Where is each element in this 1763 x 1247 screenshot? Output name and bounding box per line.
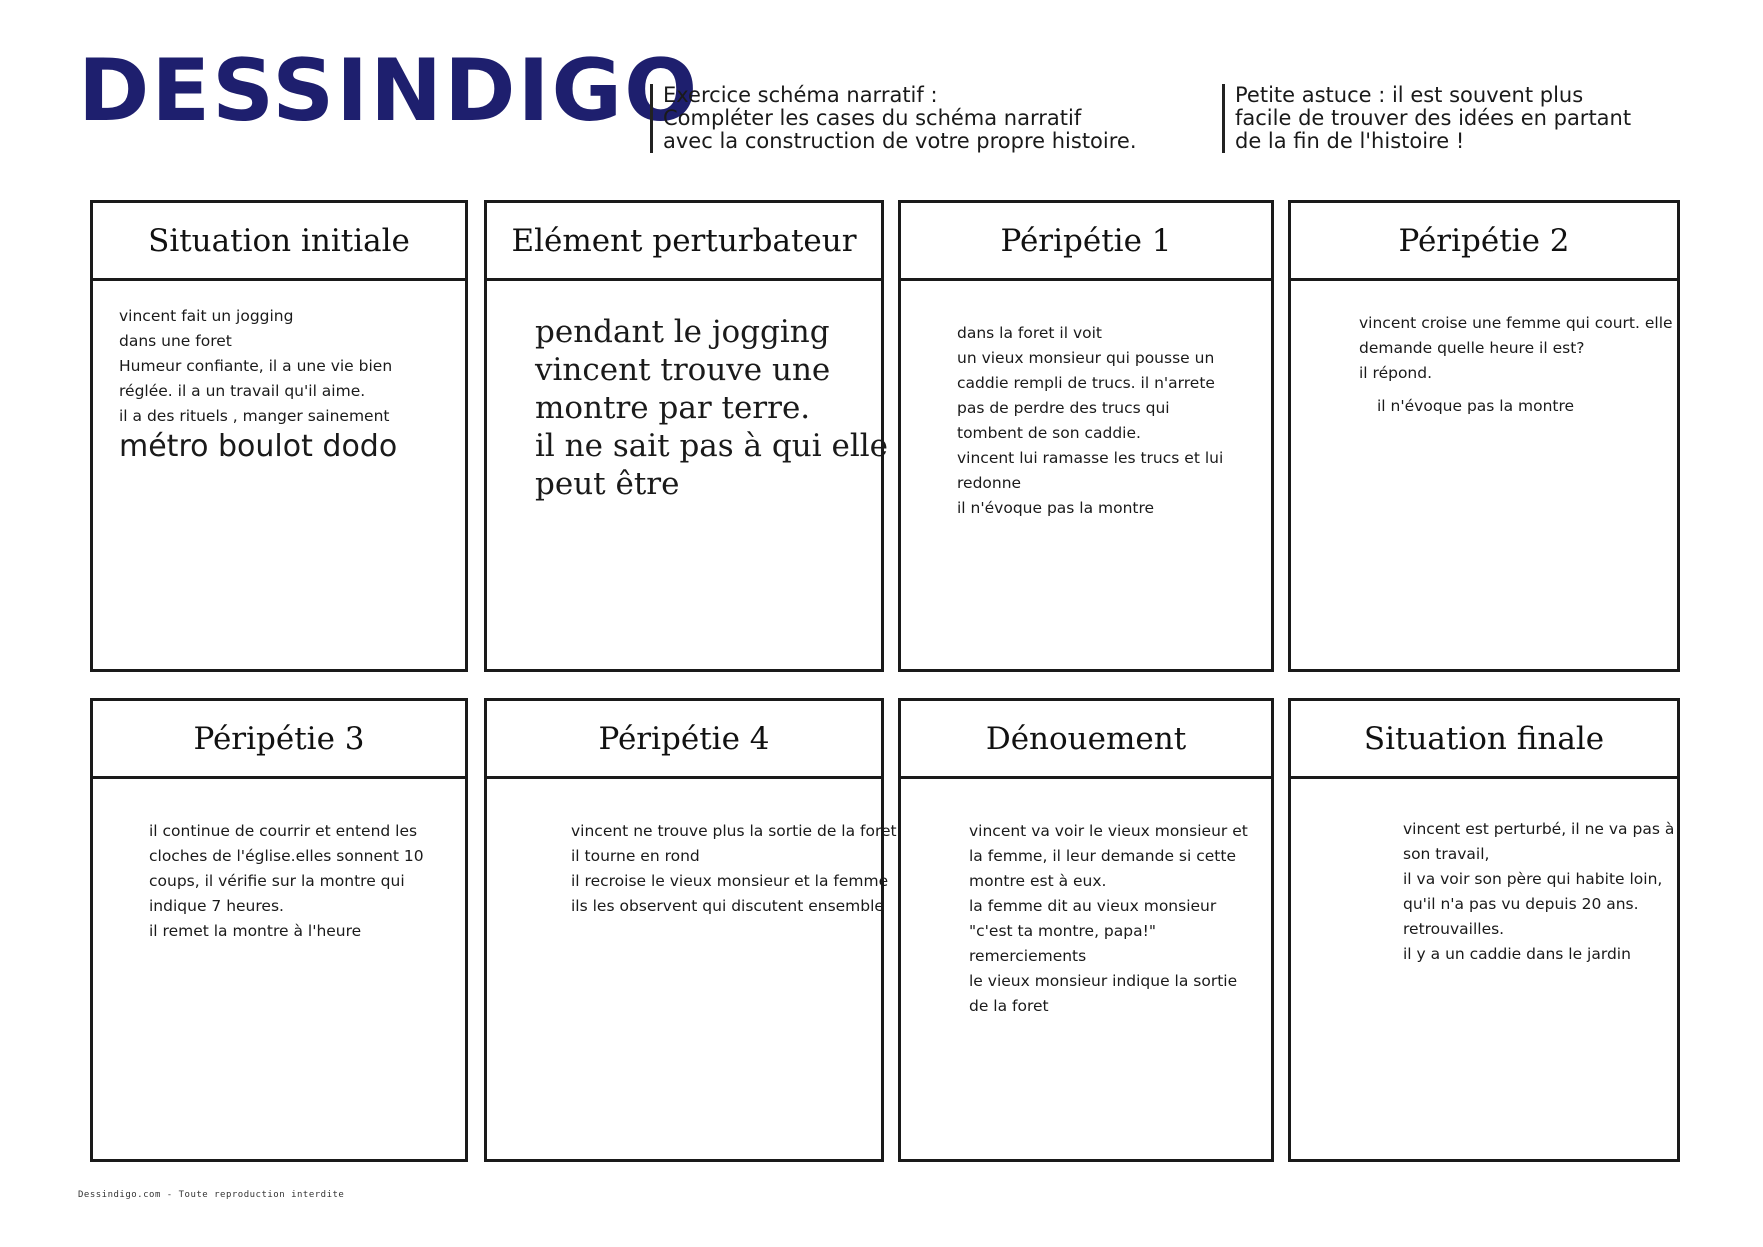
card-peripetie-1 bbox=[898, 200, 1274, 672]
story-line: il continue de courrir et entend les bbox=[149, 822, 418, 840]
story-line: vincent fait un jogging bbox=[119, 307, 294, 325]
card-content bbox=[487, 779, 897, 919]
card-content bbox=[901, 281, 1271, 521]
story-line: indique 7 heures. bbox=[149, 897, 284, 915]
story-line: Humeur confiante, il a une vie bien bbox=[119, 357, 393, 375]
story-line: vincent croise une femme qui court. elle bbox=[1359, 314, 1673, 332]
story-line: montre par terre. bbox=[535, 390, 811, 426]
story-line: dans une foret bbox=[119, 332, 232, 350]
story-line: vincent trouve une bbox=[535, 352, 831, 388]
story-line: demande quelle heure il est? bbox=[1359, 339, 1585, 357]
tip-line: Petite astuce : il est souvent plus bbox=[1235, 83, 1584, 107]
card-peripetie-3 bbox=[90, 698, 468, 1162]
card-title: Péripétie 1 bbox=[901, 203, 1271, 281]
card-title: Situation finale bbox=[1291, 701, 1677, 779]
story-line: coups, il vérifie sur la montre qui bbox=[149, 872, 405, 890]
story-line: vincent lui ramasse les trucs et lui bbox=[957, 449, 1224, 467]
story-line: "c'est ta montre, papa!" bbox=[969, 922, 1156, 940]
story-line: il recroise le vieux monsieur et la femme bbox=[571, 872, 889, 890]
story-line: vincent est perturbé, il ne va pas à bbox=[1403, 820, 1675, 838]
story-line: il a des rituels , manger sainement bbox=[119, 407, 390, 425]
story-line: le vieux monsieur indique la sortie bbox=[969, 972, 1238, 990]
card-content bbox=[901, 779, 1271, 1019]
tip-line: de la fin de l'histoire ! bbox=[1235, 129, 1465, 153]
story-line: la femme, il leur demande si cette bbox=[969, 847, 1236, 865]
story-line: caddie rempli de trucs. il n'arrete bbox=[957, 374, 1215, 392]
card-title: Péripétie 3 bbox=[93, 701, 465, 779]
instruction-line: Compléter les cases du schéma narratif bbox=[663, 106, 1082, 130]
story-line: il y a un caddie dans le jardin bbox=[1403, 945, 1631, 963]
story-line: il n'évoque pas la montre bbox=[957, 499, 1155, 517]
card-content bbox=[93, 281, 465, 465]
exercise-instructions bbox=[650, 84, 1183, 153]
card-title: Péripétie 4 bbox=[487, 701, 881, 779]
story-line: réglée. il a un travail qu'il aime. bbox=[119, 382, 366, 400]
story-line: la femme dit au vieux monsieur bbox=[969, 897, 1217, 915]
story-line: cloches de l'église.elles sonnent 10 bbox=[149, 847, 424, 865]
story-line: dans la foret il voit bbox=[957, 324, 1102, 342]
story-line: son travail, bbox=[1403, 845, 1490, 863]
story-line: de la foret bbox=[969, 997, 1049, 1015]
card-situation-finale bbox=[1288, 698, 1680, 1162]
story-line: il tourne en rond bbox=[571, 847, 700, 865]
card-content bbox=[487, 281, 888, 503]
card-title: Elément perturbateur bbox=[487, 203, 881, 281]
card-peripetie-2 bbox=[1288, 200, 1680, 672]
card-denouement bbox=[898, 698, 1274, 1162]
story-line: vincent va voir le vieux monsieur et bbox=[969, 822, 1248, 840]
card-peripetie-4 bbox=[484, 698, 897, 1162]
story-line: remerciements bbox=[969, 947, 1087, 965]
tip-line: facile de trouver des idées en partant bbox=[1235, 106, 1632, 130]
card-title: Péripétie 2 bbox=[1291, 203, 1677, 281]
card-content bbox=[1291, 281, 1677, 419]
story-line: pendant le jogging bbox=[535, 314, 830, 350]
story-line: un vieux monsieur qui pousse un bbox=[957, 349, 1215, 367]
story-line: redonne bbox=[957, 474, 1022, 492]
card-content bbox=[1291, 779, 1677, 967]
story-line: pas de perdre des trucs qui bbox=[957, 399, 1170, 417]
story-line: peut être bbox=[535, 466, 680, 502]
dessindigo-logo: DESSINDIGO bbox=[78, 41, 700, 141]
story-line: vincent ne trouve plus la sortie de la foret bbox=[571, 822, 897, 840]
tip-note bbox=[1222, 84, 1695, 153]
story-line: il remet la montre à l'heure bbox=[149, 922, 362, 940]
footer-copyright: Dessindigo.com - Toute reproduction interdite bbox=[78, 1190, 345, 1200]
instruction-line: avec la construction de votre propre histoire. bbox=[663, 129, 1137, 153]
card-title: Situation initiale bbox=[93, 203, 465, 281]
story-line: tombent de son caddie. bbox=[957, 424, 1141, 442]
card-content bbox=[93, 779, 465, 944]
story-line-large: métro boulot dodo bbox=[119, 429, 398, 464]
story-line: il répond. bbox=[1359, 364, 1433, 382]
story-line: ils les observent qui discutent ensemble bbox=[571, 897, 884, 915]
card-situation-initiale bbox=[90, 200, 468, 672]
story-line: il ne sait pas à qui elle bbox=[535, 428, 888, 464]
card-element-perturbateur bbox=[484, 200, 888, 672]
instruction-line: Exercice schéma narratif : bbox=[663, 83, 938, 107]
card-title: Dénouement bbox=[901, 701, 1271, 779]
story-line: retrouvailles. bbox=[1403, 920, 1505, 938]
story-line: montre est à eux. bbox=[969, 872, 1107, 890]
story-line: il n'évoque pas la montre bbox=[1377, 397, 1575, 415]
story-line: il va voir son père qui habite loin, bbox=[1403, 870, 1663, 888]
story-line: qu'il n'a pas vu depuis 20 ans. bbox=[1403, 895, 1639, 913]
